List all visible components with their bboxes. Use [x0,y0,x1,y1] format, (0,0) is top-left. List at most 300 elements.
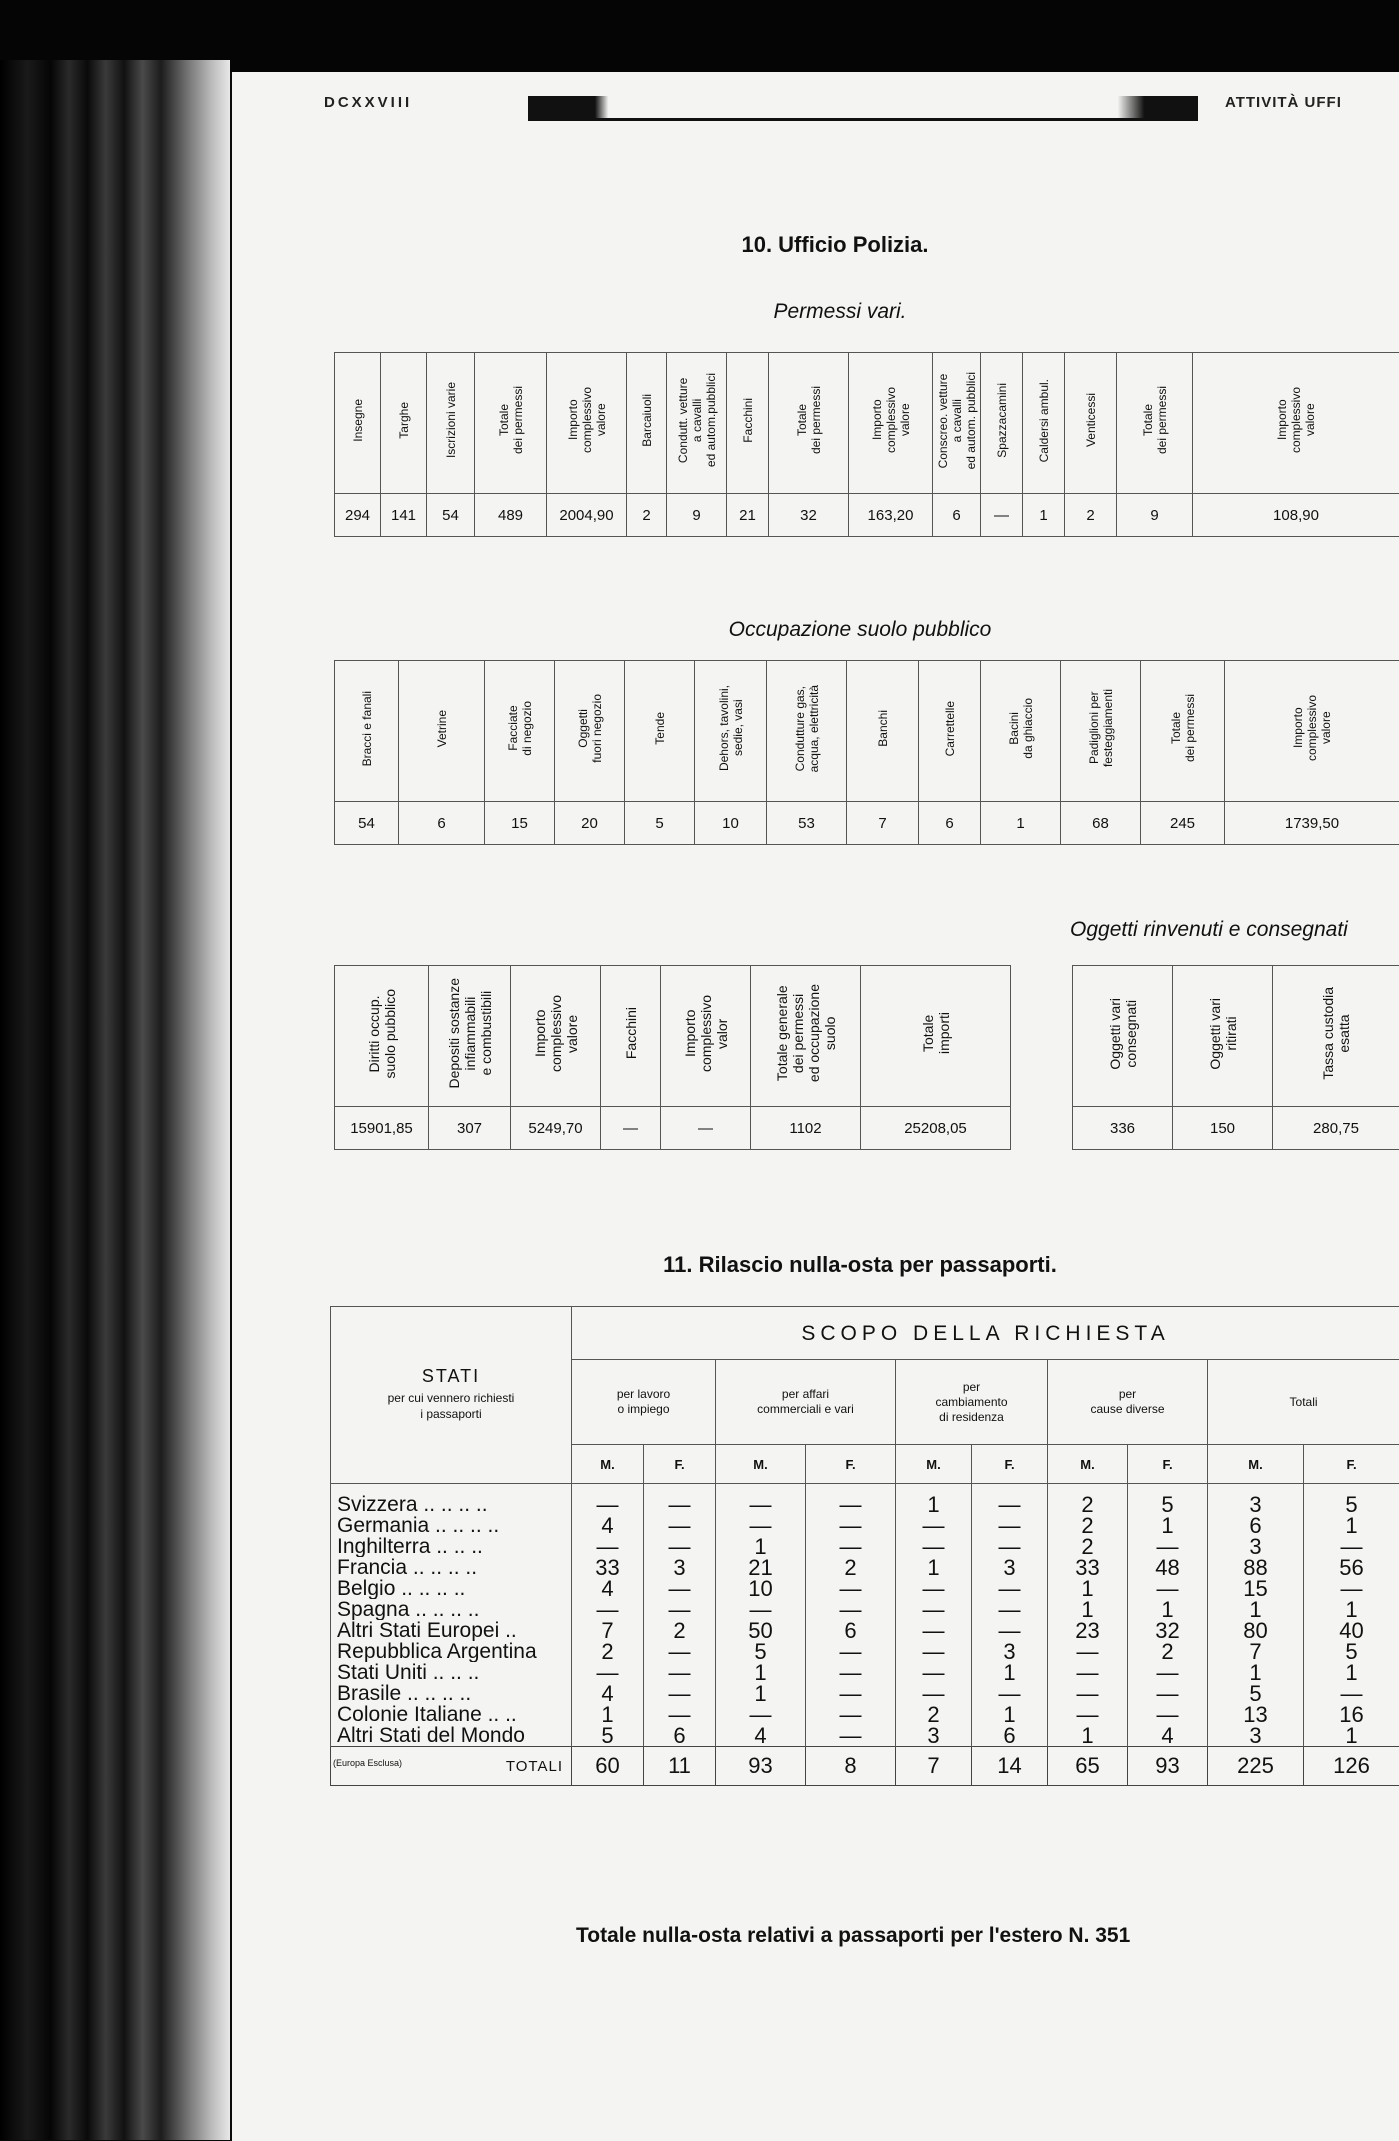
diritti-col-header [661,966,751,1107]
permessi-col-label: Spazzacamini [994,383,1009,458]
occupazione-value-cell: 20 [555,802,625,845]
count-cell: 3 [1208,1536,1304,1557]
permessi-col-label: Importo complessivo valore [869,387,912,454]
oggetti-value-cell: 280,75 [1273,1107,1399,1150]
diritti-col-header [429,966,511,1107]
permessi-value-cell: 294 [335,494,381,537]
mf-header: F. [972,1445,1048,1484]
occupazione-col-label: Condutture gas, acqua, elettricità [792,684,821,773]
book-binding [0,60,230,2140]
occupazione-col-header [555,661,625,802]
count-cell: 48 [1128,1557,1208,1578]
count-cell: — [806,1578,896,1599]
occupazione-value-cell: 245 [1141,802,1225,845]
count-cell: 15 [1208,1578,1304,1599]
count-cell: — [806,1515,896,1536]
count-cell: — [806,1536,896,1557]
country-name: Belgio .. .. .. .. [331,1578,572,1599]
occupazione-value-cell: 54 [335,802,399,845]
diritti-header-row [335,966,1011,1107]
permessi-col-header [1023,353,1065,494]
total-cell: 93 [1128,1747,1208,1786]
count-cell: 2 [644,1620,716,1641]
occupazione-value-cell: 68 [1061,802,1141,845]
count-cell: — [896,1515,972,1536]
diritti-col-label: Depositi sostanze infiammabili e combustibili [445,978,494,1089]
occupazione-col-header [335,661,399,802]
mf-header: M. [1048,1445,1128,1484]
occupazione-value-cell: 15 [485,802,555,845]
count-cell: — [896,1641,972,1662]
total-cell: 225 [1208,1747,1304,1786]
permessi-value-cell: 6 [933,494,981,537]
occupazione-value-row [335,802,1399,845]
occupazione-value-cell: 1 [981,802,1061,845]
oggetti-header-row [1073,966,1399,1107]
count-cell: — [644,1683,716,1704]
total-cell: 8 [806,1747,896,1786]
count-cell: 2 [1048,1536,1128,1557]
mf-header: F. [806,1445,896,1484]
count-cell: — [716,1515,806,1536]
country-name: Repubblica Argentina [331,1641,572,1662]
occupazione-table [334,660,1399,845]
count-cell: — [972,1515,1048,1536]
mf-header: M. [572,1445,644,1484]
count-cell: — [644,1515,716,1536]
count-cell: 4 [716,1725,806,1747]
permessi-value-cell: 2 [627,494,667,537]
count-cell: — [806,1641,896,1662]
count-cell: — [644,1599,716,1620]
permessi-col-label: Totale dei permessi [1140,386,1169,455]
table-row [331,1599,1399,1620]
permessi-value-cell: 1 [1023,494,1065,537]
count-cell: 7 [572,1620,644,1641]
total-cell: 7 [896,1747,972,1786]
count-cell: — [806,1683,896,1704]
count-cell: — [896,1683,972,1704]
count-cell: — [896,1578,972,1599]
occupazione-col-label: Carrettelle [942,700,957,757]
permessi-col-label: Caldersi ambul. [1036,378,1051,463]
count-cell: 32 [1128,1620,1208,1641]
count-cell: — [896,1599,972,1620]
oggetti-col-label: Oggetti vari consegnati [1106,997,1139,1070]
occupazione-col-label: Importo complessivo valore [1291,695,1333,762]
permessi-col-label: Conscreo. vetture a cavalli ed autom. pubblici [935,371,978,470]
count-cell: 1 [896,1484,972,1516]
count-cell: 1 [1048,1578,1128,1599]
count-cell: — [572,1599,644,1620]
count-cell: 2 [1048,1515,1128,1536]
total-cell: 11 [644,1747,716,1786]
count-cell: — [1048,1641,1128,1662]
oggetti-col-header [1173,966,1273,1107]
count-cell: 2 [806,1557,896,1578]
occupazione-value-cell: 7 [847,802,919,845]
count-cell: 1 [1304,1599,1399,1620]
count-cell: 40 [1304,1620,1399,1641]
total-cell: 65 [1048,1747,1128,1786]
count-cell: 1 [716,1683,806,1704]
count-cell: — [972,1599,1048,1620]
count-cell: 1 [896,1557,972,1578]
count-cell: — [1128,1704,1208,1725]
occupazione-col-label: Vetrine [434,709,449,748]
count-cell: — [644,1704,716,1725]
count-cell: 1 [1304,1725,1399,1747]
permessi-value-cell: 32 [769,494,849,537]
occupazione-value-cell: 6 [919,802,981,845]
count-cell: 56 [1304,1557,1399,1578]
count-cell: 1 [1208,1599,1304,1620]
permessi-col-label: Facchini [740,398,755,443]
count-cell: — [716,1704,806,1725]
count-cell: 3 [972,1557,1048,1578]
occupazione-value-cell: 5 [625,802,695,845]
country-name: Stati Uniti .. .. .. [331,1662,572,1683]
count-cell: — [716,1484,806,1516]
permessi-col-header [849,353,933,494]
mf-header: F. [1304,1445,1399,1484]
stati-header [331,1307,572,1484]
count-cell: 4 [1128,1725,1208,1747]
permessi-value-cell: 9 [667,494,727,537]
count-cell: 1 [1304,1515,1399,1536]
count-cell: 1 [1128,1599,1208,1620]
count-cell: 2 [896,1704,972,1725]
occupazione-col-header [485,661,555,802]
scopo-group-header: Totali [1208,1360,1399,1445]
diritti-col-header [751,966,861,1107]
country-name: Altri Stati del Mondo [331,1725,572,1747]
totals-row [331,1747,1399,1786]
permessi-col-header [1065,353,1117,494]
count-cell: 1 [1304,1662,1399,1683]
occupazione-col-header [399,661,485,802]
count-cell: — [1048,1704,1128,1725]
count-cell: 50 [716,1620,806,1641]
count-cell: — [716,1599,806,1620]
scopo-header: SCOPO DELLA RICHIESTA [572,1307,1399,1360]
permessi-subtitle: Permessi vari. [773,300,907,323]
diritti-col-header [511,966,601,1107]
count-cell: 1 [716,1536,806,1557]
count-cell: 5 [1128,1484,1208,1516]
count-cell: — [572,1536,644,1557]
diritti-value-cell: — [661,1107,751,1150]
permessi-col-label: Iscrizioni varie [443,382,458,459]
count-cell: 2 [572,1641,644,1662]
permessi-col-header [1193,353,1399,494]
count-cell: 1 [972,1662,1048,1683]
country-name: Brasile .. .. .. .. [331,1683,572,1704]
permessi-col-header [769,353,849,494]
country-name: Altri Stati Europei .. [331,1620,572,1641]
occupazione-value-cell: 6 [399,802,485,845]
occupazione-col-header [695,661,767,802]
count-cell: 3 [1208,1725,1304,1747]
country-name: Francia .. .. .. .. [331,1557,572,1578]
count-cell: 33 [1048,1557,1128,1578]
count-cell: — [644,1578,716,1599]
oggetti-col-label: Oggetti vari ritirati [1206,997,1239,1070]
permessi-col-label: Insegne [350,399,365,442]
oggetti-value-row [1073,1107,1399,1150]
count-cell: 1 [972,1704,1048,1725]
permessi-value-cell: 2 [1065,494,1117,537]
count-cell: — [806,1704,896,1725]
oggetti-col-label: Tassa custodia esatta [1320,987,1352,1080]
count-cell: — [1048,1683,1128,1704]
count-cell: — [972,1484,1048,1516]
count-cell: — [644,1484,716,1516]
count-cell: 2 [1048,1484,1128,1516]
count-cell: — [572,1662,644,1683]
scopo-group-header: per affari commerciali e vari [716,1360,896,1445]
table-row [331,1725,1399,1747]
permessi-col-header [547,353,627,494]
occupazione-col-label: Bracci e fanali [359,690,374,767]
table-row [331,1515,1399,1536]
permessi-value-cell: 489 [475,494,547,537]
count-cell: 23 [1048,1620,1128,1641]
diritti-table [334,965,1011,1150]
permessi-col-label: Condutt. vetture a cavalli ed autom.pubblici [675,373,718,468]
scopo-group-header: per cambiamento di residenza [896,1360,1048,1445]
diritti-col-label: Importo complessivo valor [681,994,730,1073]
occupazione-col-header [981,661,1061,802]
count-cell: 1 [1208,1662,1304,1683]
occupazione-col-header [847,661,919,802]
permessi-col-label: Importo complessivo valore [1275,387,1317,454]
diritti-col-label: Facchini [622,1007,639,1060]
count-cell: — [1128,1662,1208,1683]
count-cell: — [806,1662,896,1683]
count-cell: — [972,1536,1048,1557]
diritti-value-cell: 307 [429,1107,511,1150]
count-cell: 3 [972,1641,1048,1662]
table-row [331,1704,1399,1725]
passaporti-table [330,1306,1399,1786]
count-cell: 2 [1128,1641,1208,1662]
permessi-col-header [1117,353,1193,494]
permessi-col-header [427,353,475,494]
permessi-header-row [335,353,1399,494]
count-cell: 5 [1304,1484,1399,1516]
stati-header-sub: per cui vennero richiesti i passaporti [387,1391,515,1421]
permessi-value-row [335,494,1399,537]
count-cell: — [972,1683,1048,1704]
occupazione-col-header [767,661,847,802]
running-title: ATTIVITÀ UFFI [1225,94,1342,111]
permessi-col-label: Targhe [396,402,411,439]
permessi-col-header [475,353,547,494]
permessi-col-header [933,353,981,494]
occupazione-value-cell: 1739,50 [1225,802,1399,845]
permessi-col-label: Venticessi [1083,393,1098,448]
header-rule [528,96,1198,121]
count-cell: 3 [1208,1484,1304,1516]
permessi-table [334,352,1399,537]
count-cell: — [896,1620,972,1641]
country-name: Svizzera .. .. .. .. [331,1484,572,1516]
count-cell: — [644,1641,716,1662]
section11-title: 11. Rilascio nulla-osta per passaporti. [663,1252,1057,1277]
permessi-col-label: Totale dei permessi [496,386,525,455]
oggetti-col-header [1273,966,1399,1107]
permessi-col-label: Importo complessivo valore [565,387,608,454]
table-row [331,1484,1399,1516]
count-cell: 10 [716,1578,806,1599]
passaporti-body [331,1484,1399,1747]
permessi-value-cell: — [981,494,1023,537]
diritti-col-label: Totale importi [919,1012,952,1055]
count-cell: 6 [1208,1515,1304,1536]
count-cell: — [806,1599,896,1620]
diritti-col-label: Totale generale dei permessi ed occupazione suolo [773,984,838,1083]
mf-header: M. [1208,1445,1304,1484]
count-cell: 4 [572,1578,644,1599]
permessi-col-label: Totale dei permessi [794,386,823,455]
table-row [331,1620,1399,1641]
mf-header: F. [1128,1445,1208,1484]
count-cell: 1 [572,1704,644,1725]
count-cell: 21 [716,1557,806,1578]
diritti-value-cell: 25208,05 [861,1107,1011,1150]
permessi-value-cell: 163,20 [849,494,933,537]
diritti-col-label: Importo complessivo valore [531,994,580,1073]
count-cell: 3 [644,1557,716,1578]
country-name: Germania .. .. .. .. [331,1515,572,1536]
diritti-col-header [335,966,429,1107]
total-cell: 126 [1304,1747,1399,1786]
permessi-value-cell: 54 [427,494,475,537]
mf-header: F. [644,1445,716,1484]
oggetti-value-cell: 336 [1073,1107,1173,1150]
permessi-col-header [381,353,427,494]
country-name: Spagna .. .. .. .. [331,1599,572,1620]
occupazione-col-header [625,661,695,802]
scopo-group-header: per lavoro o impiego [572,1360,716,1445]
occupazione-col-label: Tende [652,712,667,745]
count-cell: — [1128,1536,1208,1557]
count-cell: 4 [572,1515,644,1536]
diritti-col-header [601,966,661,1107]
occupazione-header-row [335,661,1399,802]
totals-note: (Europa Esclusa) [333,1757,403,1768]
count-cell: — [896,1662,972,1683]
table-row [331,1641,1399,1662]
count-cell: — [972,1578,1048,1599]
count-cell: — [806,1484,896,1516]
occupazione-col-header [1225,661,1399,802]
count-cell: 7 [1208,1641,1304,1662]
count-cell: — [572,1484,644,1516]
permessi-value-cell: 21 [727,494,769,537]
count-cell: — [1048,1662,1128,1683]
table-row [331,1536,1399,1557]
page-number: DCXXVIII [324,94,413,111]
count-cell: 3 [896,1725,972,1747]
totals-label-cell [331,1747,572,1786]
country-name: Colonie Italiane .. .. [331,1704,572,1725]
occupazione-value-cell: 53 [767,802,847,845]
diritti-col-label: Diritti occup. suolo pubblico [365,988,398,1079]
count-cell: 5 [1208,1683,1304,1704]
permessi-col-header [981,353,1023,494]
diritti-col-header [861,966,1011,1107]
count-cell: 88 [1208,1557,1304,1578]
count-cell: — [1304,1578,1399,1599]
permessi-value-cell: 2004,90 [547,494,627,537]
mf-header: M. [716,1445,806,1484]
count-cell: — [1304,1683,1399,1704]
occupazione-col-label: Padiglioni per festeggiamenti [1086,689,1115,768]
occupazione-col-label: Oggetti fuori negozio [575,694,604,763]
diritti-value-cell: — [601,1107,661,1150]
permessi-col-label: Barcaiuoli [639,394,654,447]
permessi-value-cell: 108,90 [1193,494,1399,537]
count-cell: 6 [972,1725,1048,1747]
occupazione-col-label: Bacini da ghiaccio [1006,698,1035,759]
count-cell: 33 [572,1557,644,1578]
permessi-col-header [667,353,727,494]
table-row [331,1662,1399,1683]
count-cell: 1 [1128,1515,1208,1536]
count-cell: 5 [1304,1641,1399,1662]
table-row [331,1578,1399,1599]
total-cell: 14 [972,1747,1048,1786]
count-cell: — [896,1536,972,1557]
count-cell: 1 [1048,1725,1128,1747]
count-cell: 16 [1304,1704,1399,1725]
oggetti-col-header [1073,966,1173,1107]
occupazione-col-header [919,661,981,802]
stati-header-main: STATI [421,1366,481,1386]
count-cell: 5 [716,1641,806,1662]
count-cell: 1 [1048,1599,1128,1620]
diritti-value-row [335,1107,1011,1150]
permessi-value-cell: 141 [381,494,427,537]
diritti-value-cell: 15901,85 [335,1107,429,1150]
permessi-value-cell: 9 [1117,494,1193,537]
occupazione-col-label: Dehors, tavolini, sedie, vasi [716,685,745,772]
diritti-value-cell: 1102 [751,1107,861,1150]
oggetti-subtitle: Oggetti rinvenuti e consegnati [1070,918,1348,941]
count-cell: — [1128,1578,1208,1599]
oggetti-table [1072,965,1399,1150]
count-cell: 4 [572,1683,644,1704]
country-name: Inghilterra .. .. .. [331,1536,572,1557]
total-cell: 60 [572,1747,644,1786]
count-cell: — [806,1725,896,1747]
occupazione-col-label: Facciate di negozio [505,701,534,756]
count-cell: — [644,1536,716,1557]
section10-title: 10. Ufficio Polizia. [741,232,929,257]
occupazione-col-header [1141,661,1225,802]
scopo-group-header: per cause diverse [1048,1360,1208,1445]
occupazione-col-header [1061,661,1141,802]
permessi-col-header [727,353,769,494]
total-cell: 93 [716,1747,806,1786]
diritti-value-cell: 5249,70 [511,1107,601,1150]
count-cell: — [1128,1683,1208,1704]
occupazione-value-cell: 10 [695,802,767,845]
count-cell: 13 [1208,1704,1304,1725]
permessi-col-header [335,353,381,494]
